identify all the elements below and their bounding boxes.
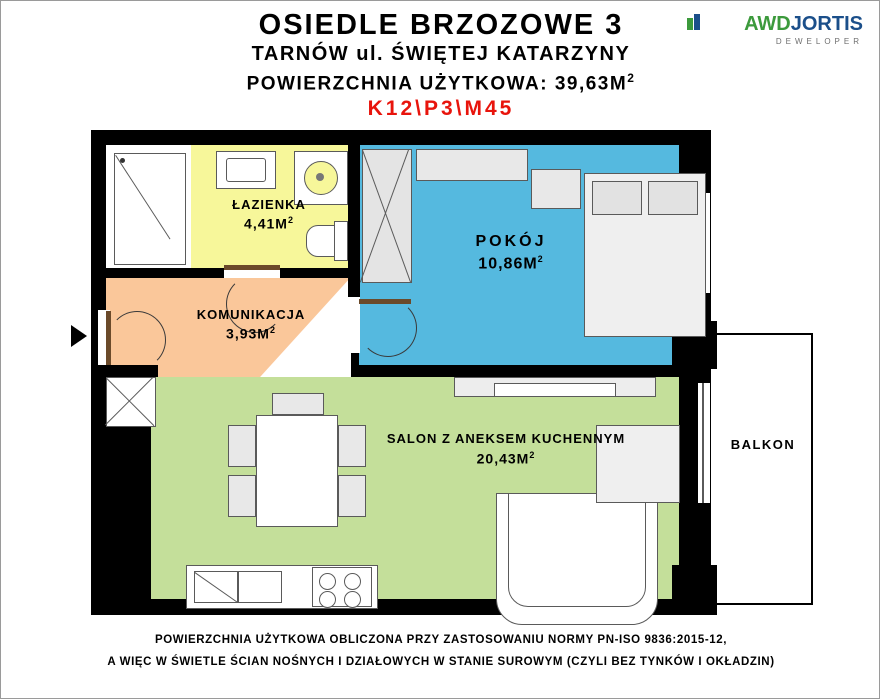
- entry-arrow-icon: [71, 325, 87, 347]
- room-label-bedroom: [426, 233, 596, 273]
- bathroom-name: ŁAZIENKA: [232, 197, 306, 212]
- pillow-right: [648, 181, 698, 215]
- window-living-right: [698, 383, 710, 503]
- footer-line-2: A WIĘC W ŚWIETLE ŚCIAN NOŚNYCH I DZIAŁOWYCH W STANIE SUROWYM (CZYLI BEZ TYNKÓW I OKŁADZIN): [107, 656, 775, 668]
- chair-left-1: [228, 425, 256, 467]
- floorplan-drawing: [76, 125, 816, 615]
- burner-2: [344, 573, 361, 590]
- wall-hall-bedroom: [348, 268, 360, 298]
- chair-right-1: [338, 425, 366, 467]
- room-balcony-fill: [716, 333, 813, 605]
- pillow-left: [592, 181, 642, 215]
- counter-section: [238, 571, 282, 603]
- bedroom-shelf-top: [416, 149, 528, 181]
- sofa-seat: [508, 493, 646, 607]
- hall-name: KOMUNIKACJA: [196, 307, 306, 322]
- burner-1: [319, 573, 336, 590]
- room-label-bathroom: [194, 197, 344, 232]
- logo-tagline: DEWELOPER: [775, 37, 863, 46]
- window-living-sill: [702, 383, 704, 503]
- hall-area: $3,93M^2$: [226, 325, 276, 342]
- dining-table: [256, 415, 338, 527]
- usable-area-unit: 2: [627, 71, 636, 85]
- shower-drain-dot: [120, 158, 125, 163]
- footer-note: [1, 629, 880, 673]
- company-logo: [703, 13, 863, 53]
- address-subtitle: TARNÓW ul. ŚWIĘTEJ KATARZYNY: [251, 43, 631, 65]
- washing-machine-drum-inner: [316, 173, 324, 181]
- logo-primary-text: AWD: [744, 13, 791, 35]
- bathroom-area: $4,41M^2$: [244, 215, 294, 232]
- wall-bath-bedroom: [348, 137, 360, 272]
- washbasin-bowl: [226, 158, 266, 182]
- chair-top: [272, 393, 324, 415]
- wall-balcony-pier-bottom: [672, 565, 717, 615]
- door-entry-arc: [108, 311, 166, 369]
- room-label-living: [376, 430, 636, 467]
- burner-4: [344, 591, 361, 608]
- burner-3: [319, 591, 336, 608]
- page-title: OSIEDLE BRZOZOWE 3: [258, 9, 624, 41]
- tv-unit: [494, 383, 616, 397]
- room-label-balcony: [714, 437, 812, 452]
- chair-right-2: [338, 475, 366, 517]
- chair-left-2: [228, 475, 256, 517]
- header: [1, 1, 880, 121]
- usable-area-label: [1, 71, 880, 95]
- logo-mark-icon: [687, 14, 701, 30]
- bedroom-area: $10,86M^2$: [478, 254, 544, 273]
- unit-code: K12\P3\M45: [367, 97, 515, 120]
- nightstand: [531, 169, 581, 209]
- usable-area-text: POWIERZCHNIA UŻYTKOWA: 39,63M: [246, 73, 628, 95]
- footer-line-1: POWIERZCHNIA UŻYTKOWA OBLICZONA PRZY ZASTOSOWANIU NORMY PN-ISO 9836:2015-12,: [154, 634, 728, 646]
- room-label-hall: [156, 307, 346, 342]
- living-name: SALON Z ANEKSEM KUCHENNYM: [386, 431, 626, 446]
- logo-secondary-text: JORTIS: [790, 13, 863, 35]
- door-bathroom-leaf: [224, 265, 280, 270]
- logo-wordmark: [703, 13, 863, 36]
- living-area: $20,43M^2$: [476, 450, 536, 467]
- wall-bedroom-living: [352, 365, 682, 377]
- balcony-name: BALKON: [730, 437, 796, 452]
- bedroom-name: POKÓJ: [475, 233, 547, 250]
- door-bedroom-arc: [359, 299, 417, 357]
